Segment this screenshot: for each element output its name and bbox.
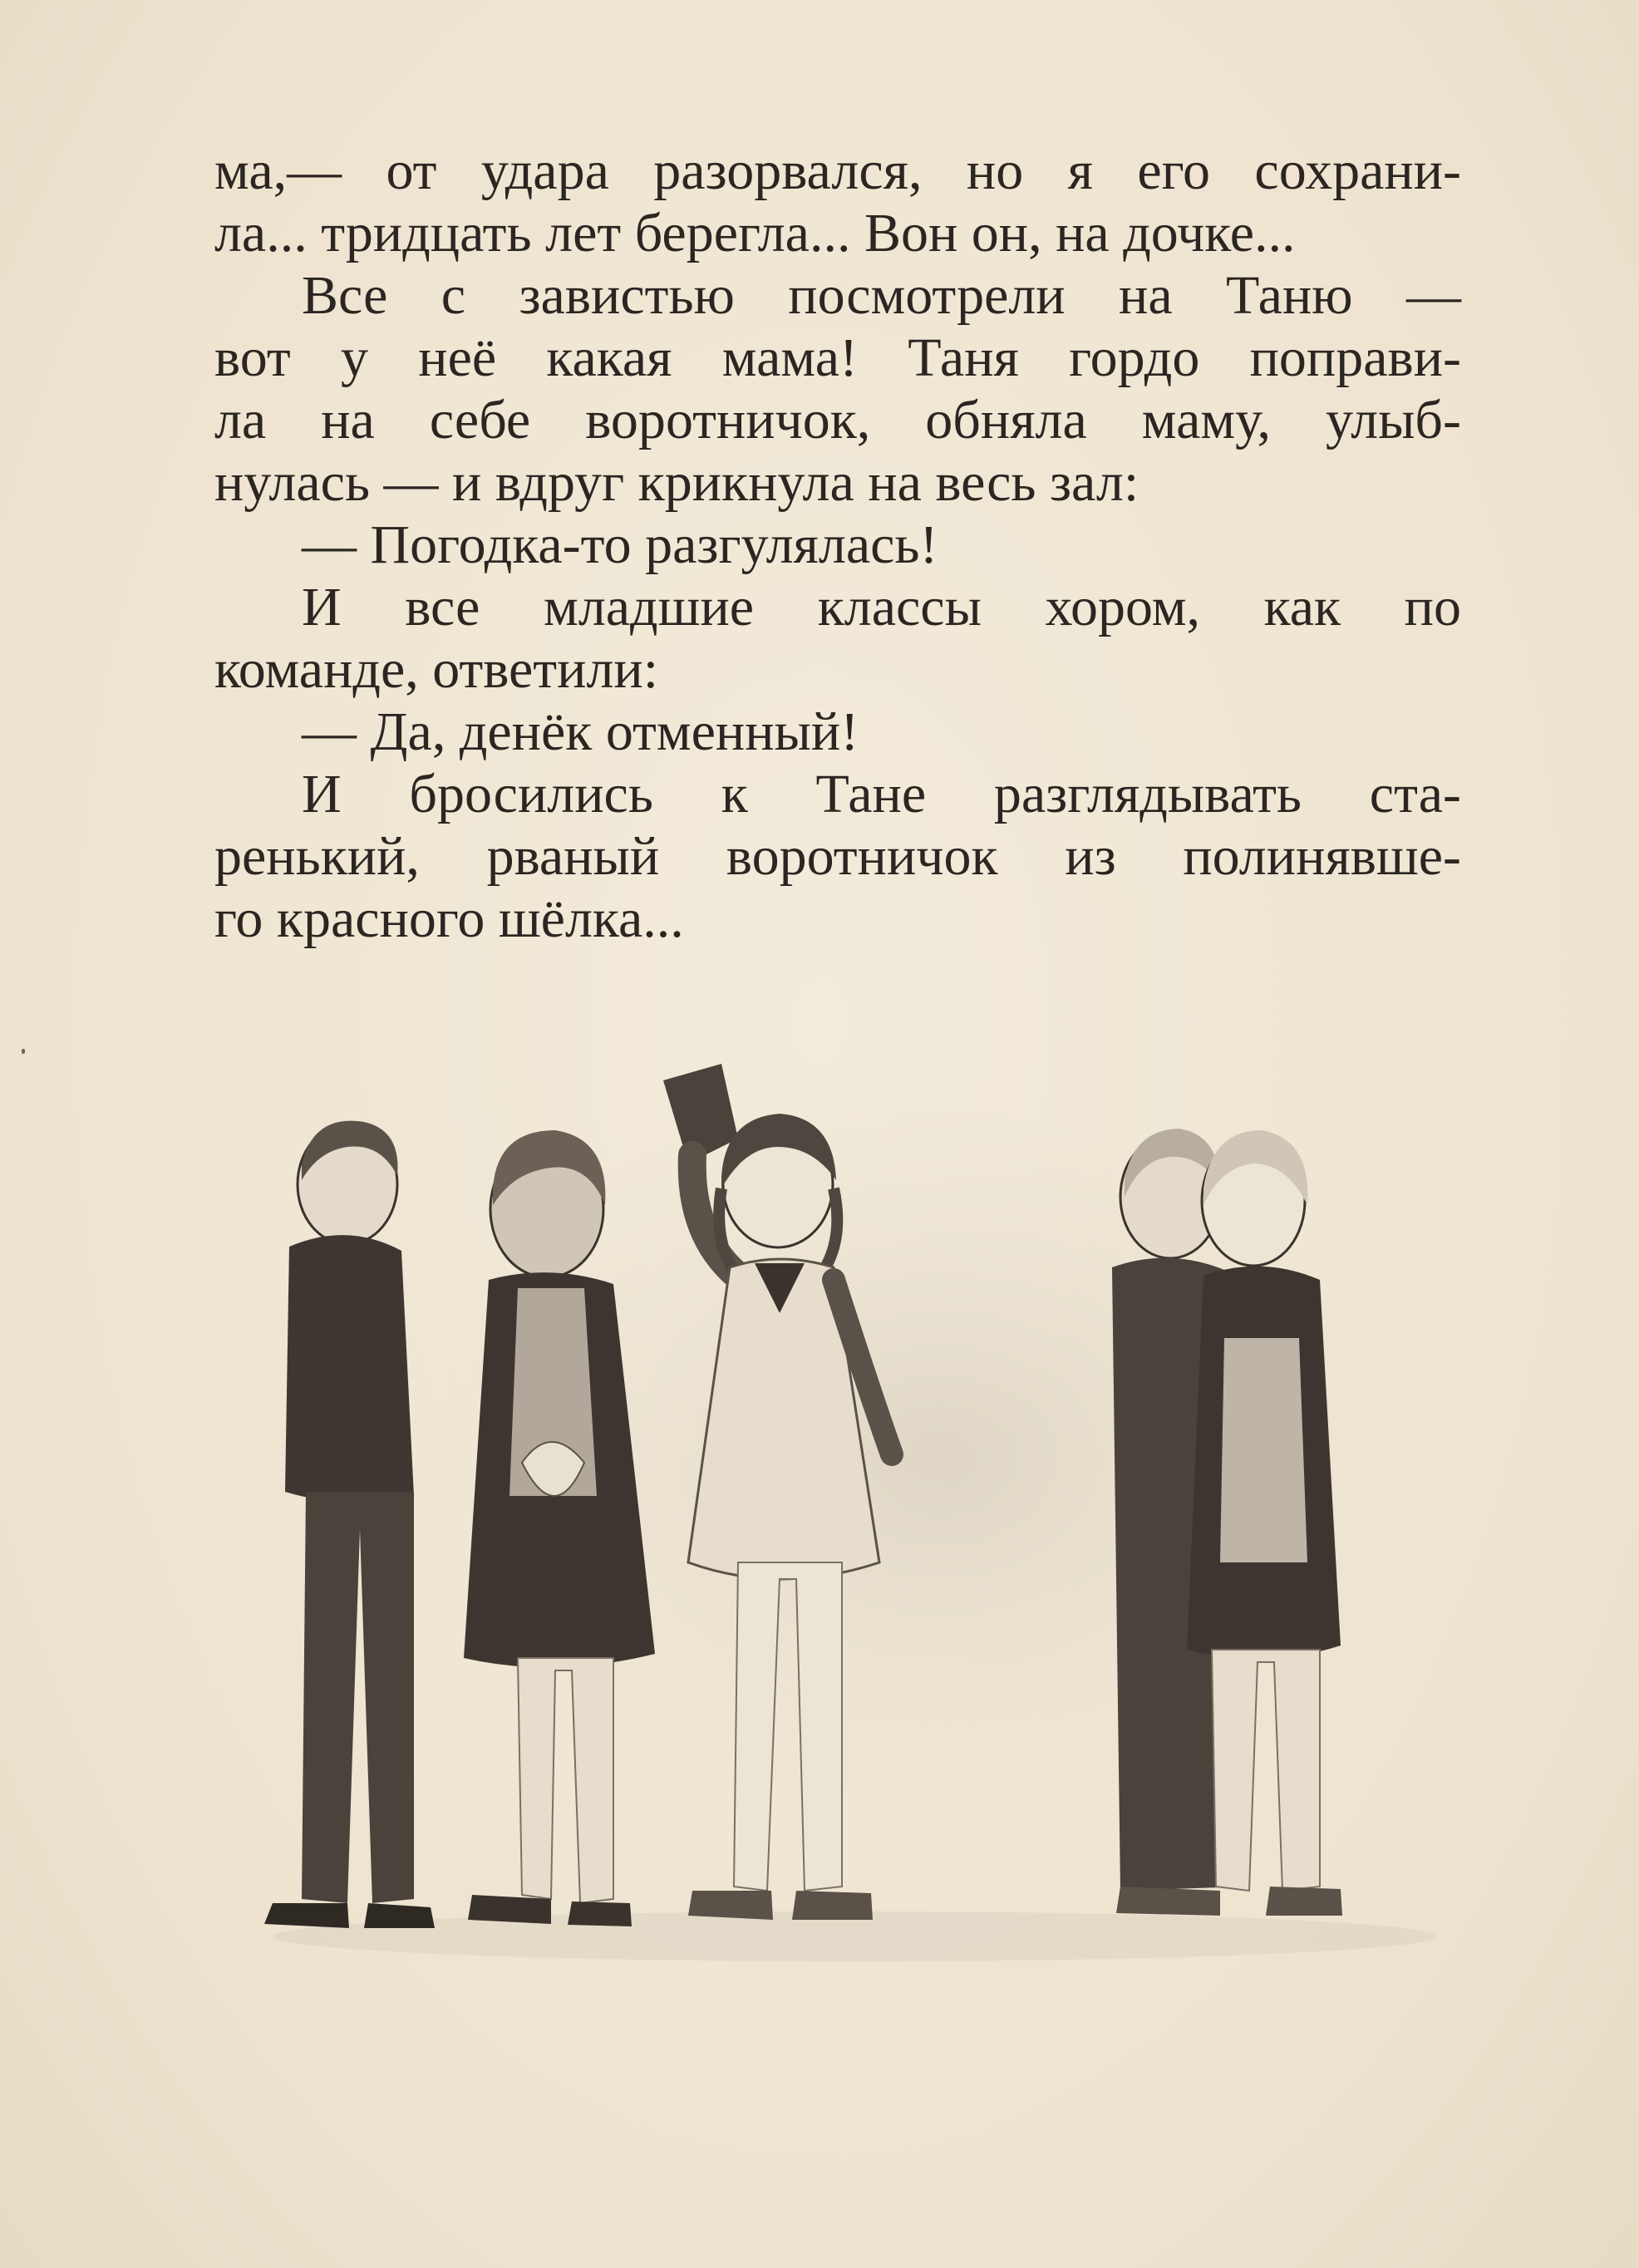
text-line: вот у неё какая мама! Таня гордо поправи- [214,327,1461,388]
text-line: ма,— от удара разорвался, но я его сохрани- [214,140,1461,201]
print-speck [22,1049,25,1054]
text-line: — Да, денёк отменный! [302,701,859,762]
text-line: го красного шёлка... [214,888,684,949]
text-line: И все младшие классы хором, как по [302,577,1461,637]
text-line: команде, ответили: [214,639,659,700]
text-line: нулась — и вдруг крикнула на весь зал: [214,452,1139,513]
boy-figure [264,1121,435,1928]
children-illustration [223,1064,1453,1970]
text-line: И бросились к Тане разглядывать ста- [302,764,1461,824]
story-text [214,140,1461,950]
text-line: ренький, рваный воротничок из полинявше- [214,826,1461,887]
text-line: Все с завистью посмотрели на Таню — [302,265,1461,326]
text-line: ла... тридцать лет берегла... Вон он, на дочке... [214,203,1296,263]
text-line: — Погодка-то разгулялась! [302,514,938,575]
text-line: ла на себе воротничок, обняла маму, улыб- [214,390,1461,450]
right-children-figures [1112,1129,1342,1916]
